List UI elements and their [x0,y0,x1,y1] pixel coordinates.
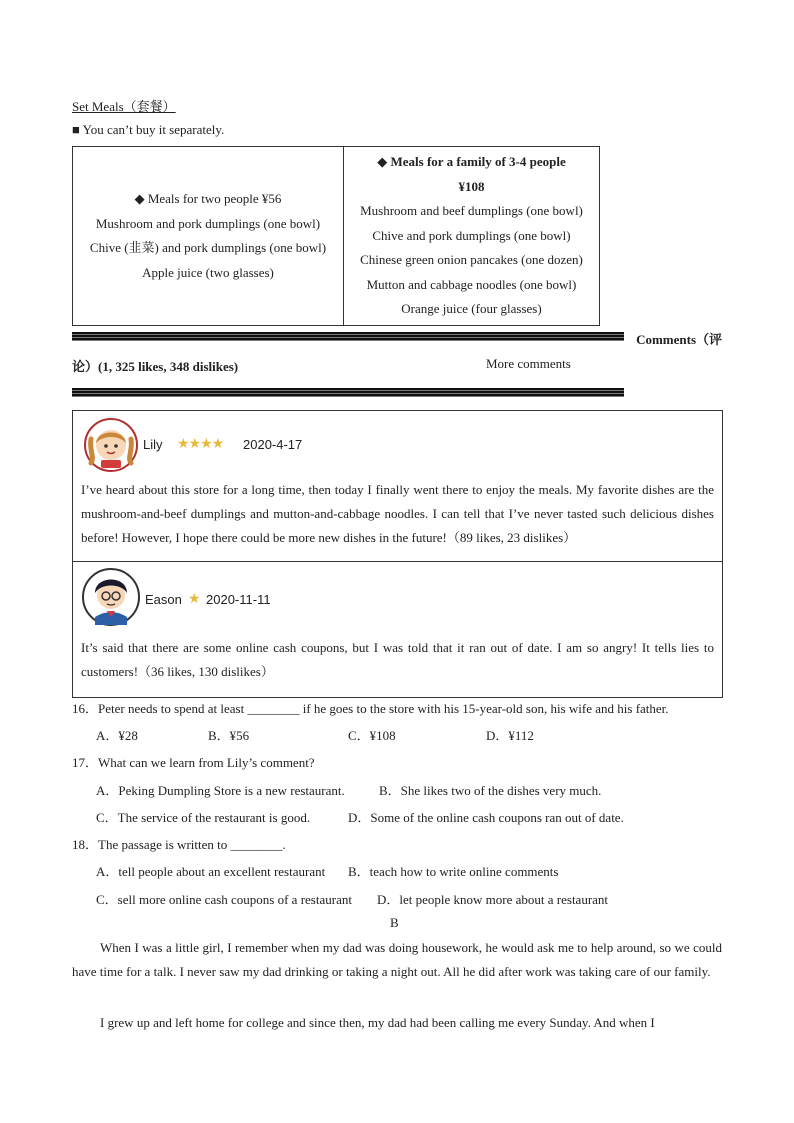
q18-option-c: C．sell more online cash coupons of a restaurant [96,892,352,907]
meal-family-item: Chinese green onion pancakes (one dozen) [360,252,583,268]
avatar-boy-icon [81,567,141,627]
passage-paragraph: I grew up and left home for college and since then, my dad had been calling me every Sunday. And when I [100,1015,655,1030]
set-meals-table [72,146,600,326]
meal-family-item: Mutton and cabbage noodles (one bowl) [366,276,577,292]
more-comments-link[interactable]: More comments [486,356,571,371]
q16-option-d: D．¥112 [486,728,534,743]
rating-stars-icon: ★ [188,592,200,607]
set-meals-heading: Set Meals（套餐） [72,99,176,114]
meal-two-people-cell [73,147,344,326]
question-16-stem: 16．Peter needs to spend at least ________ if he goes to the store with his 15-year-old son, his wife and his father. [72,701,669,716]
q18-option-d: D．let people know more about a restaurant [377,892,609,907]
passage-label: B [390,915,399,930]
q16-option-a: A．¥28 [96,728,138,743]
comments-bar-top [72,332,624,341]
meal-two-item: Mushroom and pork dumplings (one bowl) [95,215,321,231]
comments-heading: Comments（评 [636,332,722,347]
meal-family-title: ◆ Meals for a family of 3-4 people [377,154,566,170]
q16-option-c: C．¥108 [348,728,396,743]
comments-counts: 论）(1, 325 likes, 348 dislikes) [72,359,239,374]
comment-date: 2020-11-11 [206,592,271,607]
separate-note: ■ You can’t buy it separately. [72,122,225,137]
avatar-girl-icon [83,417,139,473]
rating-stars-icon: ★★★★ [177,437,224,452]
meal-family-price: ¥108 [458,178,485,194]
q16-option-b: B．¥56 [208,728,250,743]
q17-option-b: B．She likes two of the dishes very much. [379,783,602,798]
q18-option-b: B．teach how to write online comments [348,864,559,879]
meal-family-item: Orange juice (four glasses) [401,301,542,317]
question-17-stem: 17．What can we learn from Lily’s comment? [72,755,315,770]
commenter-name: Eason [145,592,182,607]
comment-text: It’s said that there are some online cash coupons, but I was told that it ran out of date. I am so angry! It tells lies to customers!（36 likes, 130 dislikes） [81,640,714,679]
question-18-stem: 18．The passage is written to ________. [72,837,286,852]
q17-option-c: C．The service of the restaurant is good. [96,810,311,825]
meal-family-item: Chive and pork dumplings (one bowl) [372,227,571,243]
comment-text: I’ve heard about this store for a long time, then today I finally went there to enjoy the meals. My favorite dishes are the mushroom-and-beef dumplings and mutton-and-cabbage noodles. I can tell that I’ve never tasted such delicious dishes before! However, I hope there could be more new dishes in the future!（89 likes, 23 dislikes） [81,482,714,545]
q17-option-a: A．Peking Dumpling Store is a new restaurant. [96,783,345,798]
meal-two-title: ◆ Meals for two people ¥56 [134,191,282,206]
comment-card [72,561,723,698]
meal-two-item: Chive (韭菜) and pork dumplings (one bowl) [89,240,327,255]
comments-bar-bottom [72,388,624,397]
q18-option-a: A．tell people about an excellent restaurant [96,864,326,879]
meal-two-item: Apple juice (two glasses) [142,264,274,280]
commenter-name: Lily [143,437,163,452]
meal-family-cell [344,147,600,326]
passage-paragraph: When I was a little girl, I remember when my dad was doing housework, he would ask me to help around, so we could have time for a talk. I never saw my dad drinking or taking a night out. All he did after work was taking care of our family. [72,940,722,979]
comment-date: 2020-4-17 [243,437,303,452]
comment-card [72,410,723,562]
q17-option-d: D．Some of the online cash coupons ran out of date. [348,810,624,825]
meal-family-item: Mushroom and beef dumplings (one bowl) [360,203,583,219]
